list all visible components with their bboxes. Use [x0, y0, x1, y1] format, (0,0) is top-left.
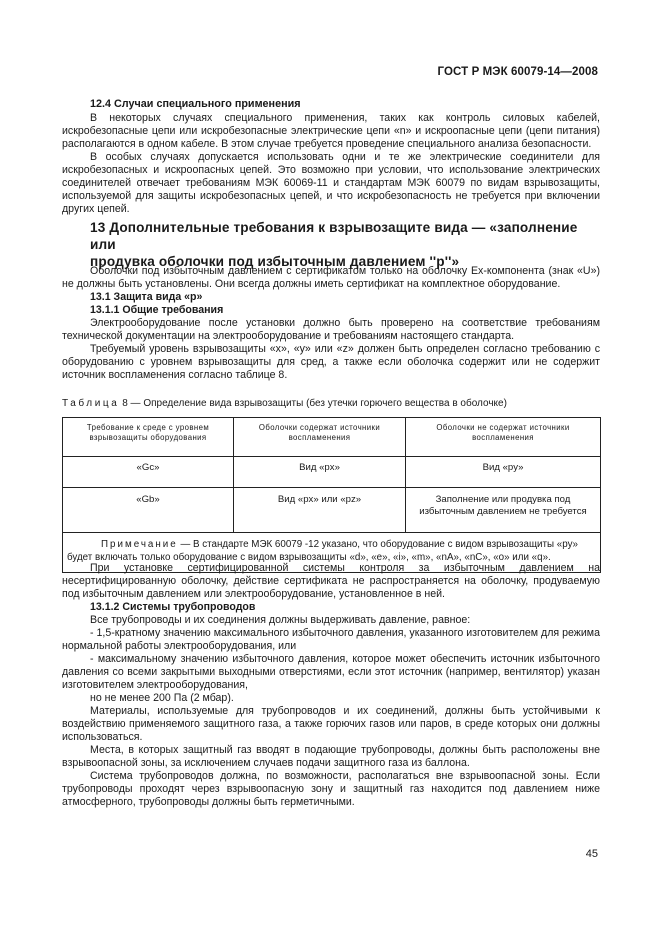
section-13-paragraph-1: Оболочки под избыточным давлением с сертификатом только на оболочку Ex-компонента (знак «U») не должны быть установлены. Они всегда должны иметь сертификат на комплектное оборудование.	[62, 265, 600, 290]
table-cell: Вид «px» или «pz»	[234, 488, 406, 533]
page-number: 45	[585, 848, 598, 860]
piping-paragraph-7: Система трубопроводов должна, по возможности, располагаться вне взрывоопасной зоны. Если трубопроводы проходят через взрывоопасную зону и защитный газ находится под давлением ниже атмосферного, трубопроводы должны быть герметичными.	[62, 770, 600, 808]
table-row	[63, 488, 601, 533]
table-header-row	[63, 418, 601, 457]
table-cell: «Gb»	[63, 488, 234, 533]
table-note-text: — В стандарте МЭК 60079 -12 указано, что оборудование с видом взрывозащиты «py» будет включать только оборудование с видом взрывозащиты «d», «e», «i», «m», «nA», «nC», «o» или «q».	[67, 539, 578, 563]
section-12-4	[62, 98, 600, 216]
section-13-paragraph-2: Электрооборудование после установки должно быть проверено на соответствие требованиям технической документации на электрооборудование и требованиям настоящего стандарта.	[62, 317, 600, 342]
section-13-1-2-title: 13.1.2 Системы трубопроводов	[90, 601, 256, 613]
table-header-cell: Оболочки содержат источники воспламенения	[234, 418, 406, 457]
section-13-paragraph-3: Требуемый уровень взрывозащиты «x», «y» или «z» должен быть определен согласно требованию с оборудованию с уровнем взрывозащиты для сред, а также если оболочка содержит или не содержит источник воспламенения согласно таблице 8.	[62, 343, 600, 381]
table-8-caption-text: 8 — Определение вида взрывозащиты (без утечки горючего вещества в оболочке)	[119, 398, 507, 409]
table-cell: Вид «py»	[406, 457, 601, 488]
table-header-cell: Требование к среде с уровнем взрывозащиты оборудования	[63, 418, 234, 457]
section-13-1-1-title: 13.1.1 Общие требования	[90, 304, 224, 316]
piping-paragraph-2: - 1,5-кратному значению максимального избыточного давления, указанного изготовителем для режима нормальной работы электрооборудования, или	[62, 627, 600, 652]
section-12-4-paragraph-2: В особых случаях допускается использовать одни и те же электрические соединители для искробезопасных и искроопасных цепей. Это возможно при условии, что использование электрических соединителей отвечает требованиям МЭК 60069-11 и стандартам МЭК 60079 по видам взрывозащиты, используемой для защиты искробезопасных цепей, и что искробезопасность не требуется при включении других цепей.	[62, 151, 600, 215]
section-13-1-title: 13.1 Защита вида «p»	[90, 291, 203, 303]
section-12-4-paragraph-1: В некоторых случаях специального применения, таких как контроль силовых кабелей, искробезопасные цепи или искробезопасные электрические цепи «n» и искроопасные цепи (цепи питания) располагаются в одном кабеле. В этом случае требуется проведение специального анализа безопасности.	[62, 112, 600, 150]
section-13-title-line-2: продувка оболочки под избыточным давлением ''p''»	[90, 254, 460, 269]
section-13-continued	[62, 562, 600, 809]
standard-header: ГОСТ Р МЭК 60079-14—2008	[437, 66, 598, 78]
table-row	[63, 457, 601, 488]
table-cell: Заполнение или продувка под избыточным давлением не требуется	[406, 488, 601, 533]
table-8-caption-label: Таблица	[62, 398, 120, 409]
piping-paragraph-6: Места, в которых защитный газ вводят в подающие трубопроводы, должны быть расположены вне взрывоопасной зоны, за исключением случаев подачи защитного газа из баллона.	[62, 744, 600, 769]
piping-paragraph-5: Материалы, используемые для трубопроводов и их соединений, должны быть устойчивыми к воздействию применяемого защитного газа, а также горючих газов или паров, в среде которых они должны использоваться.	[62, 705, 600, 743]
piping-paragraph-3: - максимальному значению избыточного давления, которое может обеспечить источник избыточного давления со всеми закрытыми выходными отверстиями, если этот источник (например, вентилятор) указан изготовителем электрооборудования,	[62, 653, 600, 691]
section-13-title-line-1: 13 Дополнительные требования к взрывозащите вида — «заполнение или	[90, 220, 578, 252]
table-header-cell: Оболочки не содержат источники воспламенения	[406, 418, 601, 457]
section-13-intro	[62, 265, 600, 382]
piping-paragraph-1: Все трубопроводы и их соединения должны выдерживать давление, равное:	[90, 614, 471, 626]
table-note-label: Примечание	[101, 539, 178, 550]
table-cell: «Gc»	[63, 457, 234, 488]
piping-paragraph-4: но не менее 200 Па (2 мбар).	[90, 692, 234, 704]
table-8	[62, 417, 601, 573]
section-13-paragraph-4: При установке сертифицированной системы контроля за избыточным давлением на несертифицированную оболочку, действие сертификата не распространяется на оболочку, продуваемую под избыточным давлением или электрооборудование, установленное в ней.	[62, 562, 600, 600]
section-12-4-title: 12.4 Случаи специального применения	[90, 98, 301, 110]
table-cell: Вид «px»	[234, 457, 406, 488]
table-8-caption	[62, 398, 507, 409]
section-13-heading	[62, 219, 600, 270]
